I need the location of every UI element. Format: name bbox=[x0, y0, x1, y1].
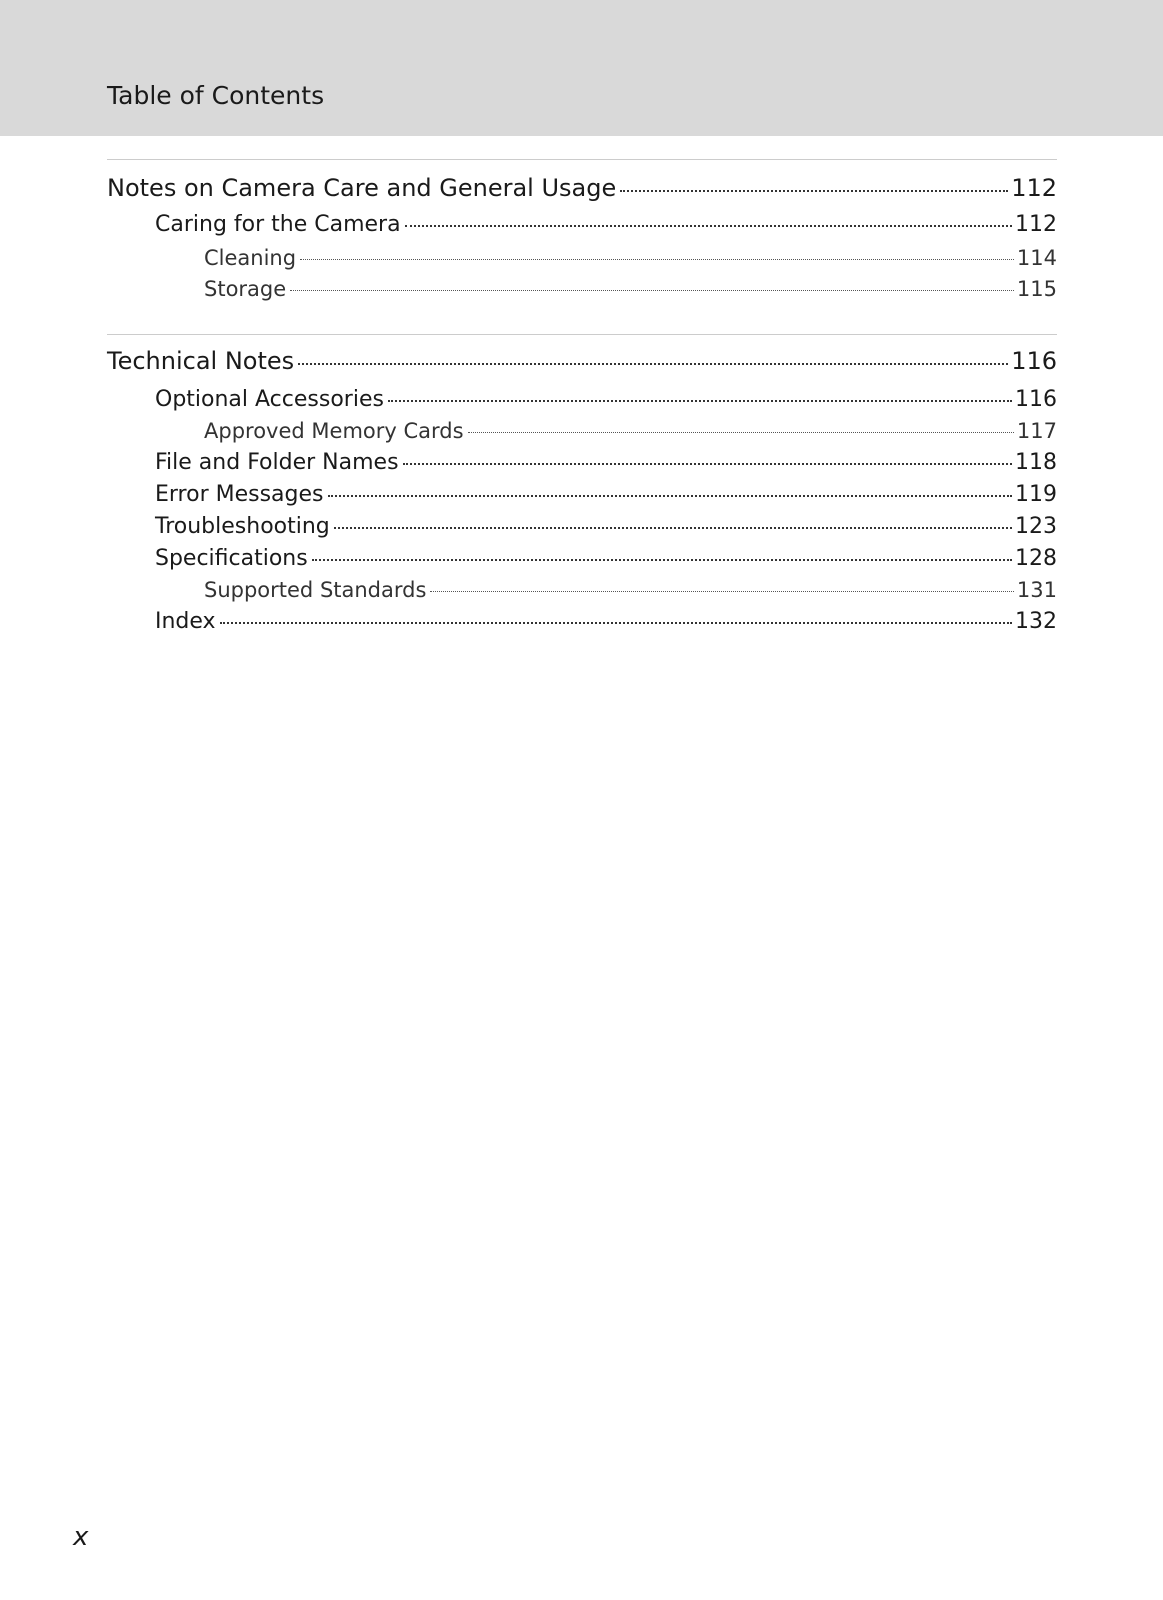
toc-entry[interactable] bbox=[155, 480, 1057, 510]
toc-entry[interactable] bbox=[204, 244, 1057, 272]
toc-entry-title: Storage bbox=[204, 277, 287, 301]
dot-leader bbox=[468, 432, 1014, 433]
toc-entry-title: Caring for the Camera bbox=[155, 212, 401, 237]
dot-leader bbox=[300, 259, 1014, 260]
toc-entry-page: 114 bbox=[1016, 246, 1057, 270]
section-divider bbox=[107, 334, 1057, 335]
page-title: Table of Contents bbox=[107, 81, 325, 110]
dot-leader bbox=[298, 363, 1008, 365]
toc-entry-page: 119 bbox=[1015, 482, 1057, 507]
toc-entry-title: Supported Standards bbox=[204, 578, 427, 602]
toc-entry-page: 112 bbox=[1011, 174, 1057, 202]
dot-leader bbox=[220, 622, 1012, 624]
dot-leader bbox=[403, 463, 1012, 465]
toc-entry[interactable] bbox=[155, 512, 1057, 542]
toc-entry-title: Specifications bbox=[155, 546, 308, 571]
section-divider bbox=[107, 159, 1057, 160]
toc-entry-page: 116 bbox=[1011, 347, 1057, 375]
toc-entry-title: Optional Accessories bbox=[155, 387, 384, 412]
toc-entry[interactable] bbox=[107, 345, 1057, 377]
dot-leader bbox=[388, 400, 1012, 402]
header-band bbox=[0, 0, 1163, 136]
dot-leader bbox=[620, 190, 1008, 192]
dot-leader bbox=[430, 591, 1013, 592]
toc-entry-title: Notes on Camera Care and General Usage bbox=[107, 174, 617, 202]
toc-entry[interactable] bbox=[155, 544, 1057, 574]
toc-entry-title: Approved Memory Cards bbox=[204, 419, 464, 443]
dot-leader bbox=[405, 225, 1012, 227]
toc-entry[interactable] bbox=[155, 448, 1057, 478]
dot-leader bbox=[312, 559, 1012, 561]
toc-entry-page: 123 bbox=[1015, 514, 1057, 539]
dot-leader bbox=[328, 495, 1012, 497]
toc-entry-page: 118 bbox=[1015, 450, 1057, 475]
toc-entry[interactable] bbox=[155, 210, 1057, 240]
toc-entry-page: 117 bbox=[1016, 419, 1057, 443]
dot-leader bbox=[334, 527, 1012, 529]
toc-entry-page: 132 bbox=[1015, 609, 1057, 634]
toc-entry[interactable] bbox=[204, 275, 1057, 303]
toc-entry-page: 131 bbox=[1016, 578, 1057, 602]
toc-entry[interactable] bbox=[155, 607, 1057, 637]
toc-entry-title: File and Folder Names bbox=[155, 450, 399, 475]
dot-leader bbox=[290, 290, 1014, 291]
page-number: x bbox=[73, 1522, 89, 1552]
toc-entry[interactable] bbox=[107, 172, 1057, 204]
toc-entry-page: 128 bbox=[1015, 546, 1057, 571]
toc-entry-title: Technical Notes bbox=[107, 347, 295, 375]
toc-entry-title: Cleaning bbox=[204, 246, 297, 270]
toc-entry-title: Troubleshooting bbox=[155, 514, 330, 539]
toc-entry-title: Error Messages bbox=[155, 482, 324, 507]
toc-entry-page: 115 bbox=[1016, 277, 1057, 301]
toc-entry[interactable] bbox=[204, 417, 1057, 445]
toc-entry[interactable] bbox=[155, 385, 1057, 415]
toc-entry[interactable] bbox=[204, 576, 1057, 604]
toc-entry-title: Index bbox=[155, 609, 216, 634]
toc-entry-page: 116 bbox=[1015, 387, 1057, 412]
toc-entry-page: 112 bbox=[1015, 212, 1057, 237]
